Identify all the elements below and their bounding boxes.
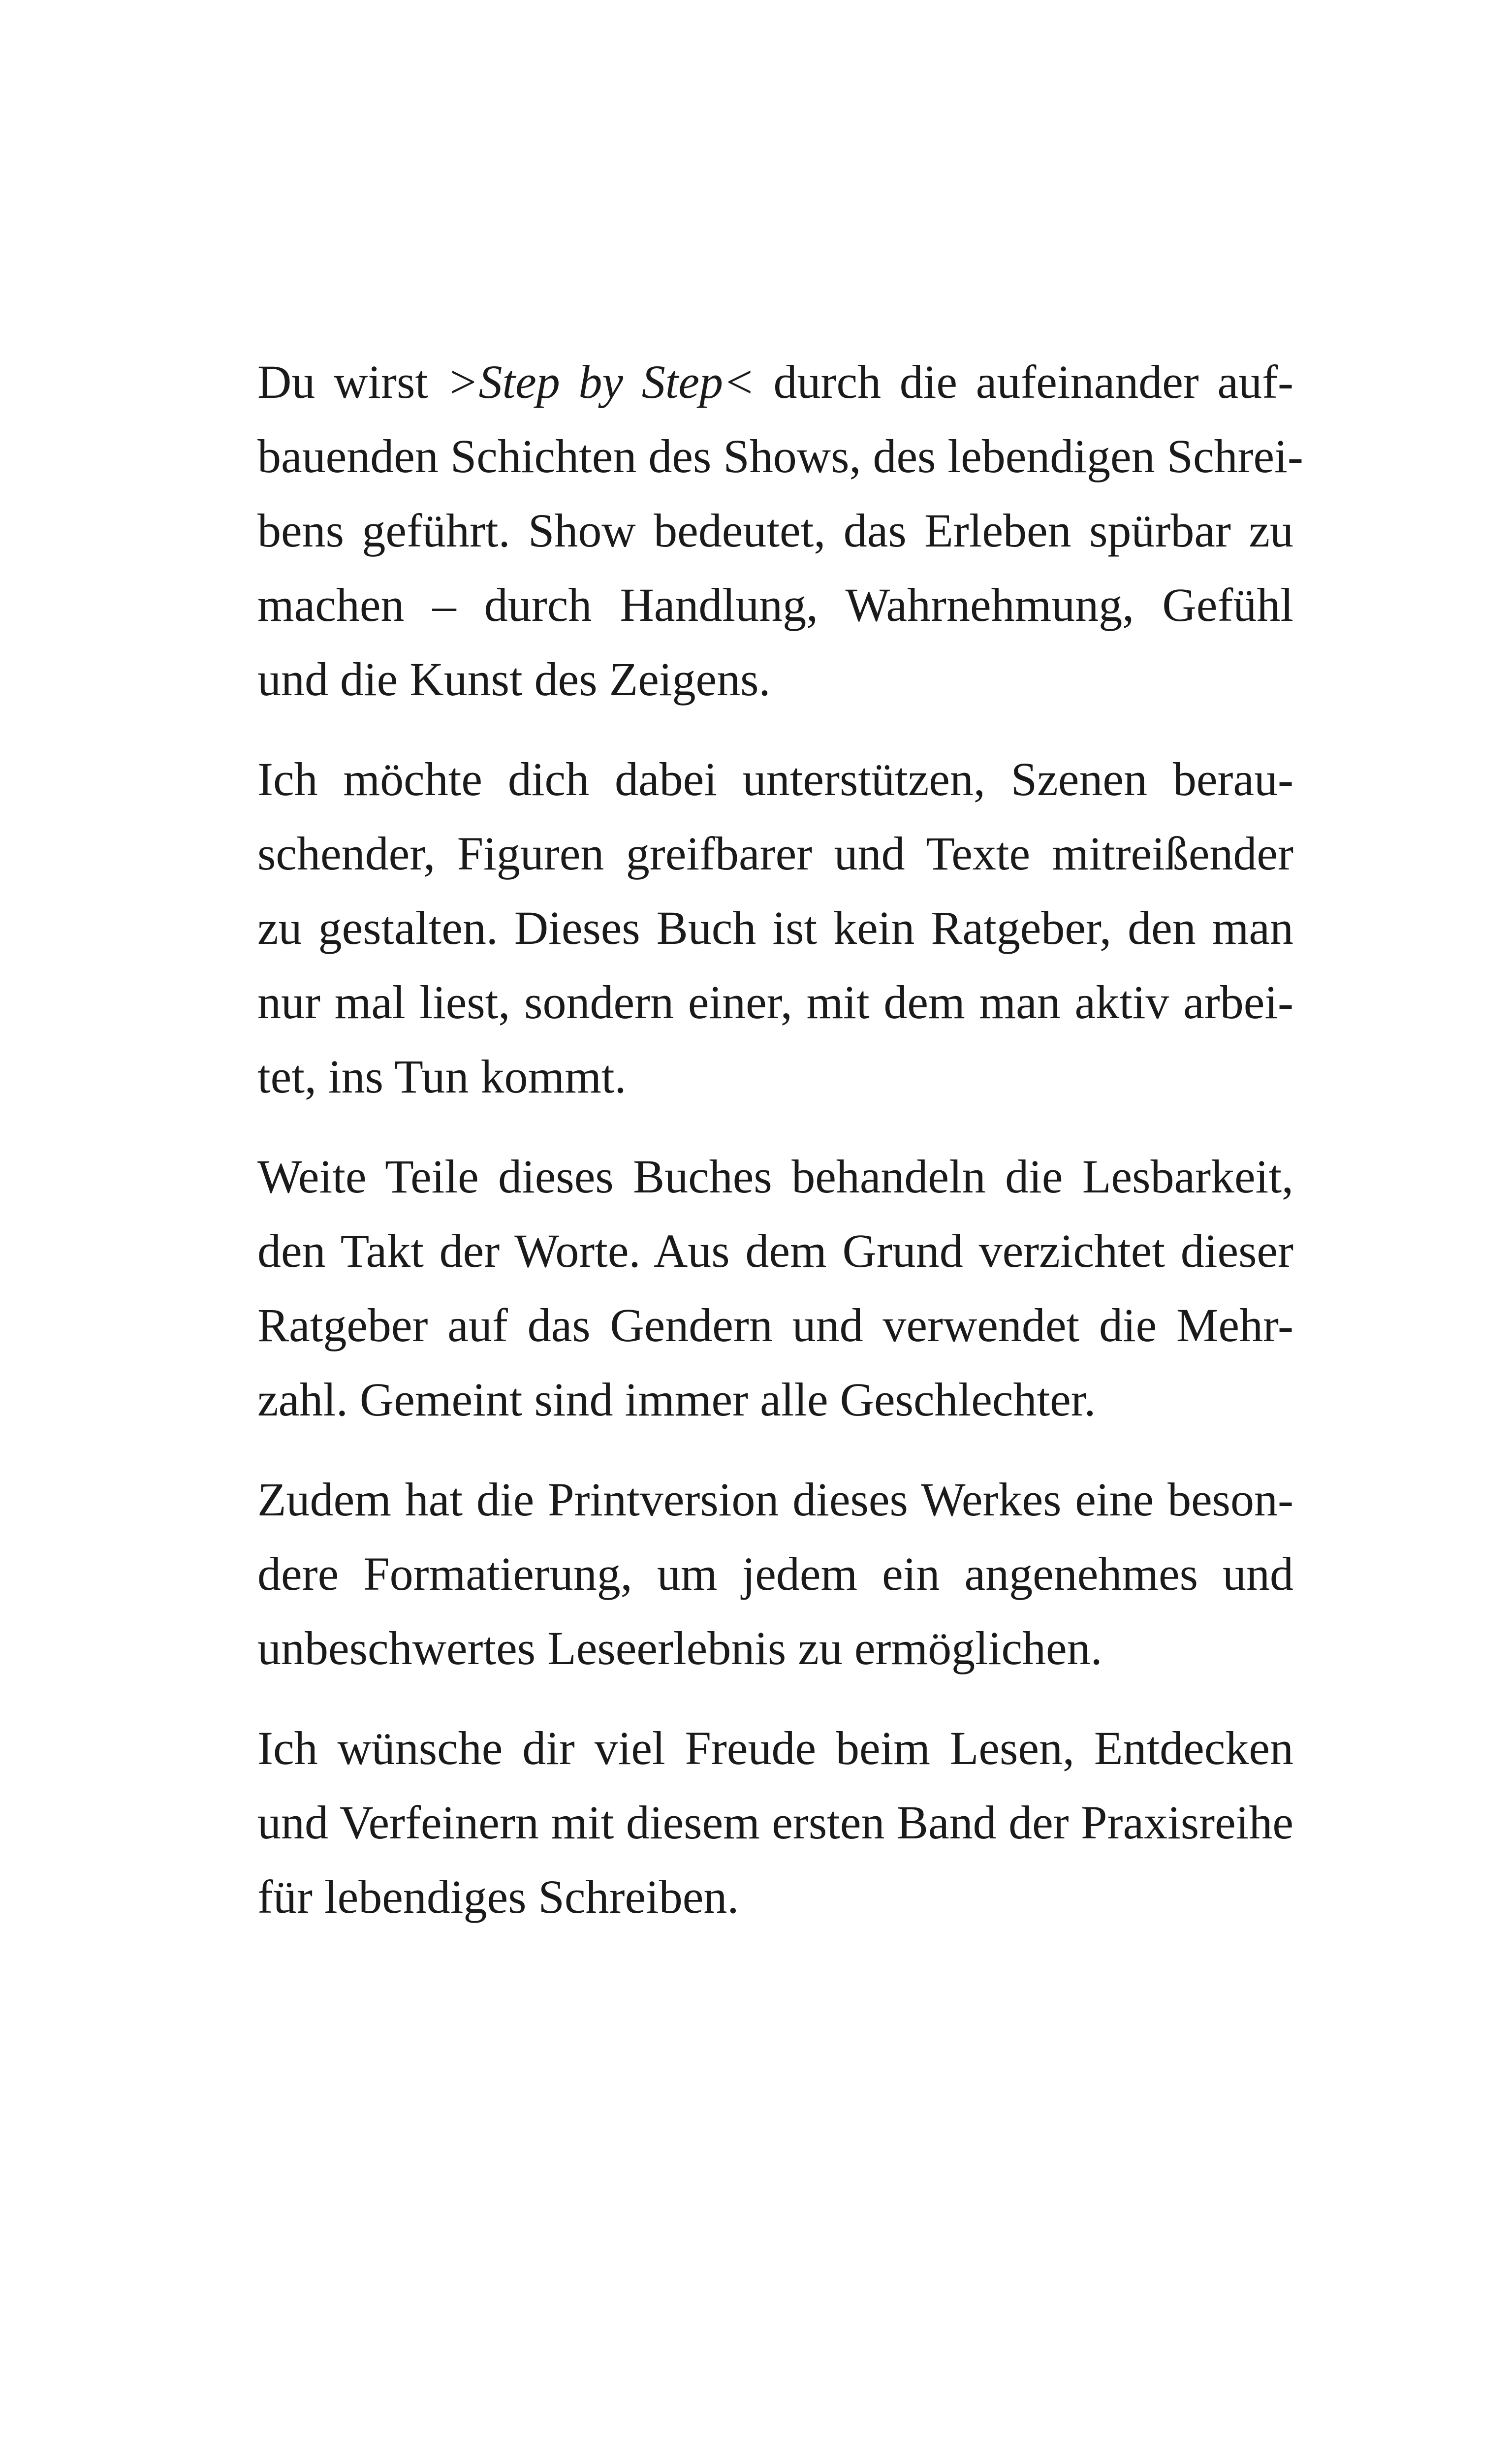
italic-phrase: >Step by Step< [446, 355, 755, 408]
text-line: für lebendiges Schreiben. [257, 1870, 739, 1923]
text-line: bens geführt. Show bedeutet, das Erleben spürbar zu [257, 504, 1293, 557]
text-line: tet, ins Tun kommt. [257, 1050, 627, 1103]
text-line: Ratgeber auf das Gendern und verwendet die Mehr- [257, 1299, 1293, 1351]
text-line: Ich wünsche dir viel Freude beim Lesen, Entdecken [257, 1722, 1293, 1774]
text-line: bauenden Schichten des Shows, des lebendigen Schrei- [257, 430, 1303, 482]
text-line: Ich möchte dich dabei unterstützen, Szenen berau- [257, 753, 1293, 805]
text-line: zu gestalten. Dieses Buch ist kein Ratgeber, den man [257, 901, 1293, 954]
text-line: und die Kunst des Zeigens. [257, 653, 771, 706]
paragraph-3 [257, 1139, 1293, 1437]
paragraph-4 [257, 1462, 1293, 1685]
text-line: nur mal liest, sondern einer, mit dem man aktiv arbei- [257, 976, 1293, 1029]
text-line: den Takt der Worte. Aus dem Grund verzichtet dieser [257, 1224, 1293, 1277]
text-line: Zudem hat die Printversion dieses Werkes eine beson- [257, 1473, 1293, 1526]
text-line: Du wirst >Step by Step< durch die aufeinander auf- [257, 355, 1294, 408]
paragraph-1 [257, 345, 1303, 716]
text-line: unbeschwertes Leseerlebnis zu ermöglichen. [257, 1622, 1102, 1674]
text-line: schender, Figuren greifbarer und Texte mitreißender [257, 827, 1293, 880]
paragraph-2 [257, 742, 1293, 1114]
text-line: Weite Teile dieses Buches behandeln die Lesbarkeit, [257, 1150, 1293, 1203]
body-text [257, 345, 1303, 1960]
paragraph-5 [257, 1711, 1293, 1934]
text-line: zahl. Gemeint sind immer alle Geschlechter. [257, 1373, 1096, 1426]
text-line: und Verfeinern mit diesem ersten Band der Praxisreihe [257, 1796, 1293, 1849]
text-line: machen – durch Handlung, Wahrnehmung, Gefühl [257, 579, 1293, 631]
text-line: dere Formatierung, um jedem ein angenehmes und [257, 1547, 1293, 1600]
